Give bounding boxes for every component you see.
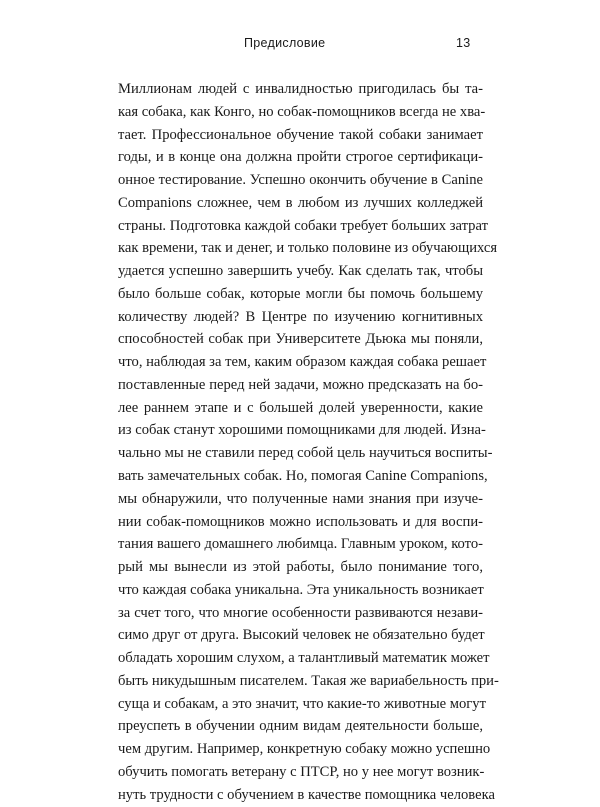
- text-line: удается успешно завершить учебу. Как сделать так, чтобы: [118, 263, 483, 280]
- text-line: симо друг от друга. Высокий человек не обязательно будет: [118, 627, 485, 644]
- text-line: тает. Профессиональное обучение такой собаки занимает: [118, 126, 483, 143]
- text-line: что, наблюдая за тем, каким образом каждая собака решает: [118, 354, 487, 371]
- text-line: способностей собак при Университете Дьюка мы поняли,: [118, 331, 483, 348]
- text-line: вать замечательных собак. Но, помогая Canine Companions,: [118, 468, 488, 485]
- text-line: из собак станут хорошими помощниками для людей. Изна-: [118, 422, 486, 439]
- text-line: нуть трудности с обучением в качестве помощника человека: [118, 786, 495, 803]
- text-line: лее раннем этапе и с большей долей уверенности, какие: [118, 399, 483, 416]
- text-line: как времени, так и денег, и только половине из обучающихся: [118, 240, 498, 257]
- text-line: годы, и в конце она должна пройти строгое сертификаци-: [118, 149, 483, 166]
- text-line: кая собака, как Конго, но собак-помощников всегда не хва-: [118, 103, 486, 120]
- text-line: быть никудышным писателем. Такая же вариабельность при-: [118, 672, 499, 689]
- text-line: чально мы не ставили перед собой цель научиться воспиты-: [118, 445, 493, 462]
- text-line: рый мы вынесли из этой работы, было понимание того,: [118, 559, 483, 576]
- text-line: чем другим. Например, конкретную собаку можно успешно: [118, 741, 491, 758]
- text-line: тания вашего домашнего любимца. Главным уроком, кото-: [118, 536, 483, 553]
- text-line: Миллионам людей с инвалидностью пригодилась бы та-: [118, 81, 483, 97]
- text-line: поставленные перед ней задачи, можно предсказать на бо-: [118, 376, 483, 393]
- section-title: Предисловие: [244, 36, 326, 50]
- text-line: онное тестирование. Успешно окончить обучение в Canine: [118, 172, 483, 189]
- text-line: количеству людей? В Центре по изучению когнитивных: [118, 308, 483, 325]
- text-line: суща и собакам, а это значит, что какие-то животные могут: [118, 695, 486, 712]
- text-line: преуспеть в обучении одним видам деятельности больше,: [118, 718, 483, 735]
- text-line: нии собак-помощников можно использовать и для воспи-: [118, 513, 483, 530]
- text-line: было больше собак, которые могли бы помочь большему: [118, 285, 483, 302]
- text-line: обладать хорошим слухом, а талантливый математик может: [118, 650, 490, 667]
- text-line: за счет того, что многие особенности развиваются незави-: [118, 604, 483, 621]
- text-line: Companions сложнее, чем в любом из лучших колледжей: [118, 194, 483, 211]
- text-line: страны. Подготовка каждой собаки требует больших затрат: [118, 217, 488, 234]
- body-text: [118, 78, 499, 807]
- running-head: [0, 36, 600, 56]
- text-line: что каждая собака уникальна. Эта уникальность возникает: [118, 581, 484, 598]
- text-line: мы обнаружили, что полученные нами знания при изуче-: [118, 490, 483, 507]
- text-line: обучить помогать ветерану с ПТСР, но у нее могут возник-: [118, 763, 485, 780]
- page-number: 13: [456, 36, 471, 50]
